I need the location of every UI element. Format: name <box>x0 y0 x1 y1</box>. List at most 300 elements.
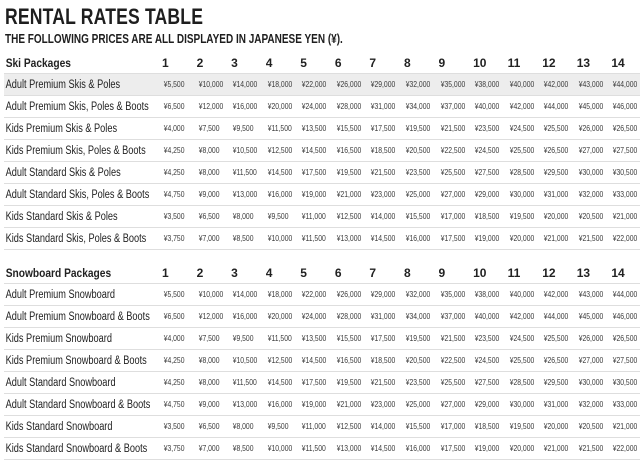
table-row <box>4 96 640 118</box>
day-column-header: 13 <box>577 262 612 284</box>
price-value: ¥17,500 <box>440 234 465 243</box>
price-cell <box>197 438 232 460</box>
price-cell <box>266 228 301 250</box>
price-cell <box>611 74 640 96</box>
price-value: ¥16,000 <box>267 190 292 199</box>
price-cell <box>335 228 370 250</box>
price-value: ¥30,000 <box>578 168 604 177</box>
price-value: ¥20,000 <box>267 102 292 111</box>
price-value: ¥42,000 <box>509 102 534 111</box>
price-value: ¥4,750 <box>163 190 185 199</box>
price-value: ¥27,000 <box>440 400 465 409</box>
price-cell <box>508 184 543 206</box>
price-value: ¥20,500 <box>405 356 431 365</box>
price-cell <box>197 394 232 416</box>
price-cell <box>473 372 508 394</box>
price-value: ¥46,000 <box>613 102 638 111</box>
price-cell <box>577 74 612 96</box>
price-cell <box>162 140 197 162</box>
price-cell <box>404 140 439 162</box>
price-value: ¥46,000 <box>613 312 638 321</box>
price-cell <box>577 284 612 306</box>
snowboard-header-row <box>4 262 640 284</box>
price-cell <box>369 438 404 460</box>
price-cell <box>231 118 266 140</box>
price-value: ¥44,000 <box>543 312 569 321</box>
price-value: ¥10,500 <box>232 356 258 365</box>
price-cell <box>369 74 404 96</box>
package-name-cell <box>4 284 162 306</box>
price-value: ¥42,000 <box>543 80 569 89</box>
day-column-header: 6 <box>335 262 370 284</box>
price-value: ¥9,000 <box>198 190 220 199</box>
price-value: ¥17,500 <box>440 444 465 453</box>
price-value: ¥15,500 <box>336 124 362 133</box>
table-row <box>4 438 640 460</box>
package-name: Kids Standard Skis, Poles & Boots <box>5 232 147 245</box>
package-name-cell <box>4 372 162 394</box>
price-cell <box>439 438 474 460</box>
price-value: ¥20,000 <box>509 444 534 453</box>
price-cell <box>473 96 508 118</box>
price-cell <box>162 394 197 416</box>
price-cell <box>300 438 335 460</box>
package-name-cell <box>4 162 162 184</box>
price-value: ¥31,000 <box>543 190 569 199</box>
price-cell <box>439 228 474 250</box>
price-value: ¥28,500 <box>509 378 534 387</box>
price-value: ¥35,000 <box>440 80 465 89</box>
price-value: ¥45,000 <box>578 312 604 321</box>
price-cell <box>162 306 197 328</box>
price-cell <box>404 228 439 250</box>
price-value: ¥19,000 <box>474 444 500 453</box>
price-value: ¥7,000 <box>198 444 220 453</box>
price-cell <box>473 140 508 162</box>
price-cell <box>369 416 404 438</box>
price-value: ¥20,000 <box>509 234 534 243</box>
price-value: ¥22,000 <box>613 444 638 453</box>
price-cell <box>611 372 640 394</box>
package-name-cell <box>4 306 162 328</box>
price-cell <box>300 328 335 350</box>
price-cell <box>300 118 335 140</box>
package-name-cell <box>4 416 162 438</box>
price-value: ¥24,500 <box>474 356 500 365</box>
price-cell <box>611 118 640 140</box>
price-cell <box>369 96 404 118</box>
price-cell <box>369 328 404 350</box>
price-value: ¥24,000 <box>301 312 327 321</box>
day-column-header: 8 <box>404 262 439 284</box>
price-value: ¥21,500 <box>440 334 465 343</box>
price-value: ¥23,000 <box>371 190 396 199</box>
price-value: ¥4,250 <box>163 146 185 155</box>
price-value: ¥4,000 <box>163 124 185 133</box>
price-cell <box>611 140 640 162</box>
price-value: ¥26,000 <box>336 80 362 89</box>
price-value: ¥43,000 <box>578 80 604 89</box>
price-cell <box>231 438 266 460</box>
price-cell <box>508 394 543 416</box>
price-value: ¥14,000 <box>371 212 396 221</box>
price-value: ¥19,000 <box>301 400 327 409</box>
price-value: ¥24,500 <box>509 334 534 343</box>
price-cell <box>473 328 508 350</box>
package-name: Adult Premium Skis & Poles <box>5 78 121 91</box>
price-value: ¥24,000 <box>301 102 327 111</box>
day-column-header: 5 <box>300 262 335 284</box>
price-cell <box>473 438 508 460</box>
price-cell <box>439 394 474 416</box>
price-cell <box>508 438 543 460</box>
price-value: ¥6,500 <box>198 212 220 221</box>
day-column-header: 7 <box>369 262 404 284</box>
price-value: ¥22,500 <box>440 356 465 365</box>
price-value: ¥28,000 <box>336 312 362 321</box>
price-cell <box>611 184 640 206</box>
price-cell <box>611 350 640 372</box>
price-value: ¥21,500 <box>371 378 396 387</box>
price-value: ¥21,500 <box>578 234 604 243</box>
price-value: ¥6,500 <box>163 102 185 111</box>
price-cell <box>300 140 335 162</box>
price-cell <box>404 96 439 118</box>
price-value: ¥40,000 <box>474 312 500 321</box>
price-value: ¥21,000 <box>543 234 569 243</box>
price-cell <box>611 228 640 250</box>
price-value: ¥22,000 <box>301 80 327 89</box>
price-cell <box>404 118 439 140</box>
price-cell <box>542 438 577 460</box>
package-name-cell <box>4 228 162 250</box>
price-cell <box>231 74 266 96</box>
price-value: ¥26,000 <box>336 290 362 299</box>
price-value: ¥22,500 <box>440 146 465 155</box>
price-cell <box>300 394 335 416</box>
price-value: ¥26,500 <box>613 124 638 133</box>
price-value: ¥11,000 <box>301 212 327 221</box>
price-cell <box>231 96 266 118</box>
price-value: ¥19,000 <box>474 234 500 243</box>
price-value: ¥21,000 <box>613 422 638 431</box>
price-cell <box>439 328 474 350</box>
price-cell <box>300 228 335 250</box>
price-value: ¥37,000 <box>440 102 465 111</box>
price-value: ¥29,000 <box>371 290 396 299</box>
price-value: ¥21,000 <box>543 444 569 453</box>
price-value: ¥13,000 <box>336 444 362 453</box>
table-row <box>4 372 640 394</box>
price-cell <box>542 184 577 206</box>
package-name: Adult Standard Skis & Poles <box>5 166 121 179</box>
price-value: ¥9,500 <box>267 212 289 221</box>
price-cell <box>508 350 543 372</box>
day-column-header: 10 <box>473 262 508 284</box>
price-cell <box>369 184 404 206</box>
price-value: ¥16,000 <box>405 234 431 243</box>
day-column-header: 9 <box>439 52 474 74</box>
price-cell <box>404 162 439 184</box>
price-value: ¥14,000 <box>371 422 396 431</box>
price-value: ¥10,000 <box>198 290 223 299</box>
price-cell <box>197 140 232 162</box>
price-value: ¥5,500 <box>163 290 185 299</box>
price-value: ¥23,500 <box>405 168 431 177</box>
price-value: ¥14,500 <box>371 444 396 453</box>
price-cell <box>300 206 335 228</box>
price-value: ¥31,000 <box>371 102 396 111</box>
table-row <box>4 350 640 372</box>
day-column-header: 10 <box>473 52 508 74</box>
day-column-header: 3 <box>231 262 266 284</box>
price-value: ¥23,500 <box>405 378 431 387</box>
table-row <box>4 140 640 162</box>
package-name-cell <box>4 438 162 460</box>
price-value: ¥11,500 <box>267 124 292 133</box>
price-cell <box>404 416 439 438</box>
price-value: ¥44,000 <box>613 290 638 299</box>
price-cell <box>542 162 577 184</box>
price-cell <box>300 306 335 328</box>
price-cell <box>266 74 301 96</box>
price-value: ¥24,500 <box>474 146 500 155</box>
price-value: ¥28,500 <box>509 168 534 177</box>
section-header <box>4 262 162 284</box>
price-cell <box>611 306 640 328</box>
price-value: ¥25,500 <box>440 168 465 177</box>
price-value: ¥22,000 <box>301 290 327 299</box>
price-cell <box>162 206 197 228</box>
package-name: Kids Standard Snowboard & Boots <box>5 442 148 455</box>
price-cell <box>577 394 612 416</box>
price-cell <box>369 206 404 228</box>
price-cell <box>473 184 508 206</box>
price-cell <box>577 162 612 184</box>
price-value: ¥23,000 <box>371 400 396 409</box>
price-value: ¥15,500 <box>336 334 362 343</box>
price-value: ¥28,000 <box>336 102 362 111</box>
price-cell <box>473 118 508 140</box>
price-value: ¥4,250 <box>163 378 185 387</box>
price-cell <box>611 328 640 350</box>
price-value: ¥4,750 <box>163 400 185 409</box>
price-value: ¥31,000 <box>543 400 569 409</box>
price-cell <box>335 328 370 350</box>
price-cell <box>231 284 266 306</box>
price-value: ¥32,000 <box>405 290 431 299</box>
price-value: ¥12,500 <box>267 356 292 365</box>
table-row <box>4 328 640 350</box>
price-cell <box>300 416 335 438</box>
price-cell <box>231 206 266 228</box>
price-cell <box>266 372 301 394</box>
package-name: Kids Premium Skis & Poles <box>5 122 118 135</box>
package-name: Kids Standard Snowboard <box>5 420 113 433</box>
price-value: ¥3,500 <box>163 422 185 431</box>
price-cell <box>508 306 543 328</box>
price-cell <box>508 74 543 96</box>
price-value: ¥14,000 <box>232 80 258 89</box>
price-cell <box>404 438 439 460</box>
price-value: ¥20,500 <box>578 422 604 431</box>
price-cell <box>335 118 370 140</box>
table-row <box>4 206 640 228</box>
price-value: ¥29,500 <box>543 378 569 387</box>
price-cell <box>404 328 439 350</box>
price-cell <box>404 372 439 394</box>
price-value: ¥18,500 <box>371 146 396 155</box>
price-cell <box>473 162 508 184</box>
price-value: ¥4,000 <box>163 334 185 343</box>
price-cell <box>508 372 543 394</box>
price-value: ¥20,000 <box>543 422 569 431</box>
price-value: ¥27,000 <box>578 146 604 155</box>
price-cell <box>611 162 640 184</box>
price-value: ¥16,000 <box>232 102 258 111</box>
price-cell <box>439 284 474 306</box>
package-name-cell <box>4 394 162 416</box>
price-value: ¥26,000 <box>578 124 604 133</box>
price-cell <box>542 96 577 118</box>
price-cell <box>369 162 404 184</box>
price-cell <box>266 162 301 184</box>
price-cell <box>439 206 474 228</box>
price-value: ¥18,000 <box>267 290 292 299</box>
price-value: ¥25,500 <box>543 124 569 133</box>
price-value: ¥8,000 <box>198 168 220 177</box>
price-cell <box>611 416 640 438</box>
price-cell <box>404 394 439 416</box>
day-column-header: 4 <box>266 262 301 284</box>
package-name: Kids Premium Snowboard <box>5 332 112 345</box>
price-value: ¥20,000 <box>267 312 292 321</box>
price-cell <box>335 284 370 306</box>
price-cell <box>266 416 301 438</box>
price-cell <box>542 306 577 328</box>
price-value: ¥42,000 <box>509 312 534 321</box>
price-cell <box>577 228 612 250</box>
price-value: ¥45,000 <box>578 102 604 111</box>
price-cell <box>197 328 232 350</box>
price-value: ¥20,500 <box>405 146 431 155</box>
table-row <box>4 394 640 416</box>
price-cell <box>162 74 197 96</box>
price-value: ¥27,000 <box>578 356 604 365</box>
price-value: ¥21,500 <box>371 168 396 177</box>
price-cell <box>266 350 301 372</box>
table-row <box>4 416 640 438</box>
package-name: Kids Premium Skis, Poles & Boots <box>5 144 146 157</box>
price-cell <box>439 74 474 96</box>
price-cell <box>197 228 232 250</box>
price-cell <box>611 206 640 228</box>
price-value: ¥26,000 <box>578 334 604 343</box>
day-column-header: 11 <box>508 52 543 74</box>
price-cell <box>231 140 266 162</box>
day-column-header: 14 <box>611 262 640 284</box>
price-value: ¥27,500 <box>474 168 500 177</box>
price-cell <box>335 162 370 184</box>
price-cell <box>508 416 543 438</box>
table-row <box>4 184 640 206</box>
price-cell <box>577 328 612 350</box>
price-cell <box>508 206 543 228</box>
price-cell <box>404 350 439 372</box>
price-value: ¥11,500 <box>232 168 257 177</box>
price-cell <box>300 184 335 206</box>
price-cell <box>508 228 543 250</box>
price-value: ¥25,500 <box>509 356 534 365</box>
price-cell <box>508 328 543 350</box>
price-cell <box>162 118 197 140</box>
price-value: ¥4,250 <box>163 356 185 365</box>
package-name: Adult Standard Snowboard <box>5 376 116 389</box>
price-value: ¥10,000 <box>198 80 223 89</box>
price-cell <box>300 350 335 372</box>
price-value: ¥34,000 <box>405 312 431 321</box>
price-cell <box>300 96 335 118</box>
price-cell <box>473 416 508 438</box>
price-value: ¥16,500 <box>336 146 362 155</box>
price-cell <box>266 328 301 350</box>
price-cell <box>611 438 640 460</box>
price-value: ¥19,500 <box>405 124 431 133</box>
price-value: ¥8,000 <box>232 422 254 431</box>
price-value: ¥25,000 <box>405 190 431 199</box>
price-cell <box>542 206 577 228</box>
price-cell <box>439 372 474 394</box>
price-cell <box>369 118 404 140</box>
price-cell <box>508 96 543 118</box>
price-cell <box>542 328 577 350</box>
price-cell <box>197 416 232 438</box>
price-cell <box>197 96 232 118</box>
price-cell <box>369 306 404 328</box>
price-value: ¥3,750 <box>163 444 185 453</box>
price-value: ¥42,000 <box>543 290 569 299</box>
price-value: ¥19,500 <box>405 334 431 343</box>
price-cell <box>266 284 301 306</box>
price-cell <box>231 372 266 394</box>
price-cell <box>473 228 508 250</box>
price-cell <box>266 394 301 416</box>
price-value: ¥30,000 <box>578 378 604 387</box>
price-value: ¥44,000 <box>543 102 569 111</box>
price-value: ¥25,500 <box>509 146 534 155</box>
price-cell <box>197 350 232 372</box>
table-row <box>4 162 640 184</box>
price-value: ¥24,500 <box>509 124 534 133</box>
price-value: ¥8,500 <box>232 444 254 453</box>
price-cell <box>439 350 474 372</box>
price-cell <box>577 96 612 118</box>
price-value: ¥32,000 <box>405 80 431 89</box>
price-value: ¥4,250 <box>163 168 185 177</box>
price-value: ¥27,500 <box>613 146 638 155</box>
price-value: ¥21,000 <box>336 400 362 409</box>
price-value: ¥15,500 <box>405 422 431 431</box>
price-cell <box>577 184 612 206</box>
price-cell <box>542 350 577 372</box>
package-name-cell <box>4 74 162 96</box>
price-cell <box>369 140 404 162</box>
day-column-header: 11 <box>508 262 543 284</box>
price-value: ¥9,500 <box>267 422 289 431</box>
price-value: ¥18,500 <box>474 212 500 221</box>
price-value: ¥19,500 <box>336 378 362 387</box>
price-cell <box>542 228 577 250</box>
